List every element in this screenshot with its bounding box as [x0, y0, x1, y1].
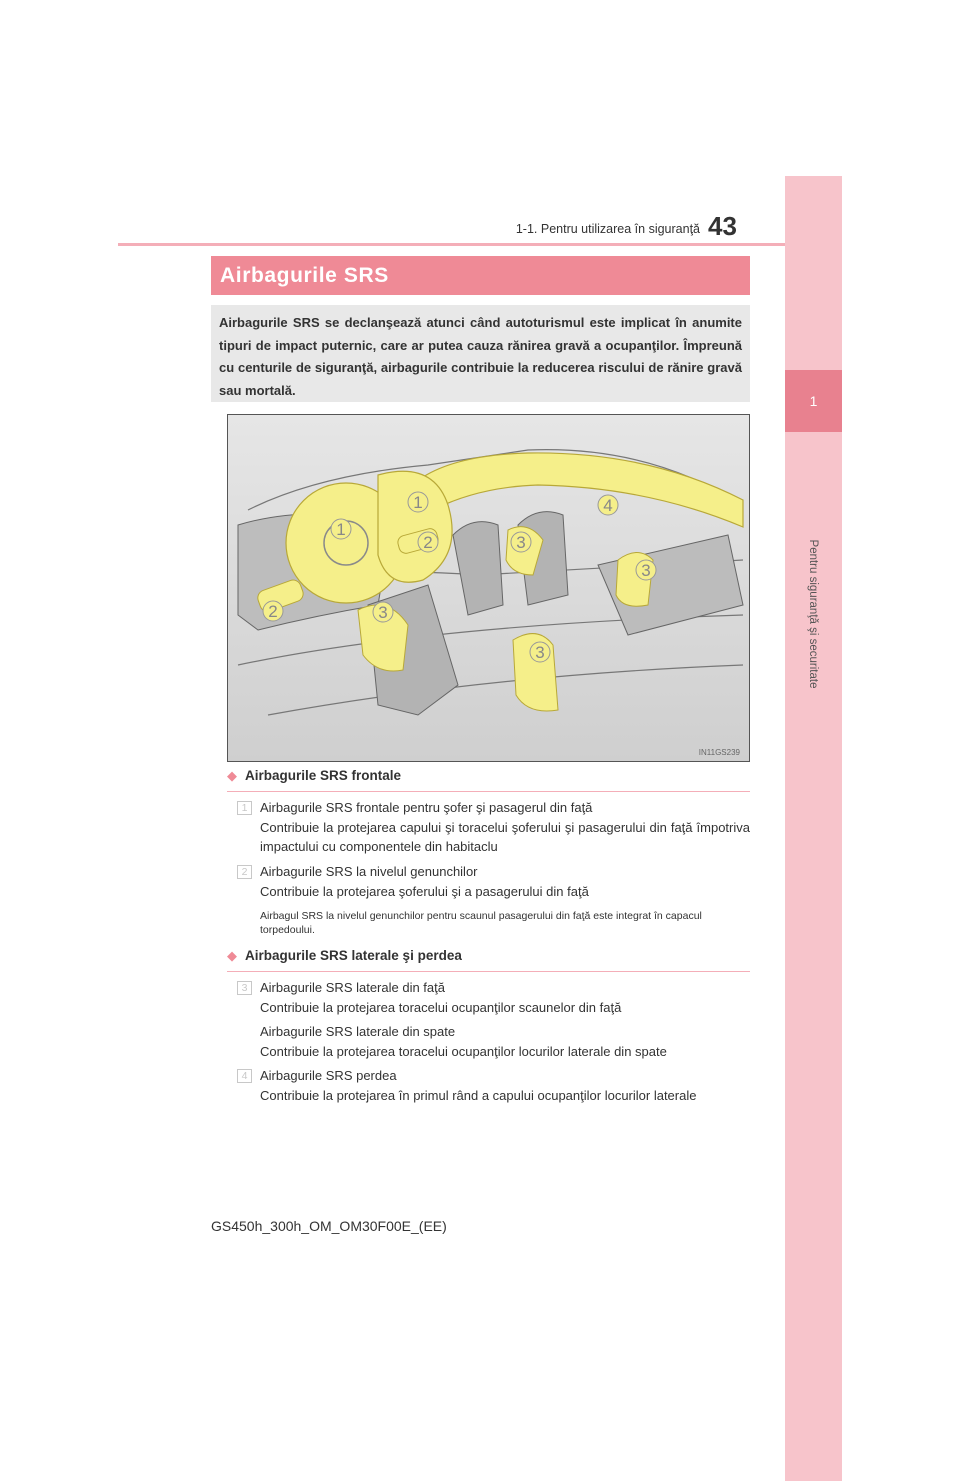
item-title: Airbagurile SRS la nivelul genunchilor: [260, 864, 478, 879]
item-description: Contribuie la protejarea şoferului şi a pasagerului din faţă: [260, 884, 589, 899]
section-title-bar: [211, 256, 750, 295]
svg-text:1: 1: [336, 520, 346, 539]
svg-text:4: 4: [603, 496, 613, 515]
item-description: Contribuie la protejarea în primul rând a capului ocupanţilor locurilor laterale: [260, 1088, 697, 1103]
page-title: Airbagurile SRS: [220, 264, 389, 287]
section-heading-frontal: [227, 768, 401, 784]
intro-box: [211, 305, 750, 402]
chapter-number-tab[interactable]: 1: [785, 370, 842, 432]
svg-text:2: 2: [423, 533, 433, 552]
svg-text:2: 2: [268, 602, 278, 621]
chapter-title: 1-1. Pentru utilizarea în siguranţă: [515, 222, 700, 236]
item-number-badge: 3: [237, 981, 252, 995]
item-description: Contribuie la protejarea capului şi toracelui şoferului şi pasagerului din faţă împotriva impactului cu componentele din habitaclu: [260, 820, 750, 854]
section-divider: [227, 971, 750, 972]
intro-text: Airbagurile SRS se declanşează atunci când autoturismul este implicat în anumite tipuri de impact puternic, care ar putea cauza rănirea gravă a ocupanţilor. Împreună cu centurile de siguranţă, airbagurile contribuie la reducerea riscului de rănire gravă sau mortală.: [219, 315, 742, 398]
item-description: Contribuie la protejarea toracelui ocupanţilor locurilor laterale din spate: [260, 1044, 667, 1059]
callout-1-passenger: [408, 492, 428, 512]
svg-text:3: 3: [641, 561, 651, 580]
figure-code: IN11GS239: [698, 748, 740, 757]
section-heading-text: Airbagurile SRS frontale: [245, 768, 402, 783]
callout-1-driver: [331, 519, 351, 539]
svg-text:3: 3: [378, 603, 388, 622]
page-number: 43: [708, 211, 737, 241]
item-title: Airbagurile SRS frontale pentru şofer şi pasagerul din faţă: [260, 800, 593, 815]
callout-4-curtain: [598, 495, 618, 515]
section-heading-side-curtain: [227, 948, 462, 964]
item-title: Airbagurile SRS perdea: [260, 1068, 397, 1083]
svg-text:1: 1: [413, 493, 423, 512]
diamond-icon: ◆: [227, 948, 237, 963]
section-heading-text: Airbagurile SRS laterale şi perdea: [245, 948, 462, 963]
section-divider: [227, 791, 750, 792]
svg-text:3: 3: [535, 643, 545, 662]
airbag-illustration: [227, 414, 750, 762]
callout-3-rear-left: [530, 642, 550, 662]
chapter-side-label: Pentru siguranţă şi securitate: [807, 539, 819, 689]
callout-3-front-passenger: [511, 532, 531, 552]
document-code-footer: GS450h_300h_OM_OM30F00E_(EE): [211, 1218, 447, 1234]
callout-2-passenger: [418, 532, 438, 552]
callout-3-rear-right: [636, 560, 656, 580]
item-title: Airbagurile SRS laterale din faţă: [260, 980, 445, 995]
item-note: Airbagul SRS la nivelul genunchilor pentru scaunul pasagerului din faţă este integrat în capacul torpedoului.: [260, 910, 702, 936]
car-interior-diagram: [228, 415, 749, 761]
item-number-badge: 4: [237, 1069, 252, 1083]
item-number-badge: 2: [237, 865, 252, 879]
item-number-badge: 1: [237, 801, 252, 815]
header-divider: [118, 243, 785, 246]
callout-2-driver: [263, 601, 283, 621]
callout-3-front-driver: [373, 602, 393, 622]
diamond-icon: ◆: [227, 768, 237, 783]
item-description: Contribuie la protejarea toracelui ocupanţilor scaunelor din faţă: [260, 1000, 622, 1015]
svg-text:3: 3: [516, 533, 526, 552]
item-title: Airbagurile SRS laterale din spate: [260, 1024, 456, 1039]
